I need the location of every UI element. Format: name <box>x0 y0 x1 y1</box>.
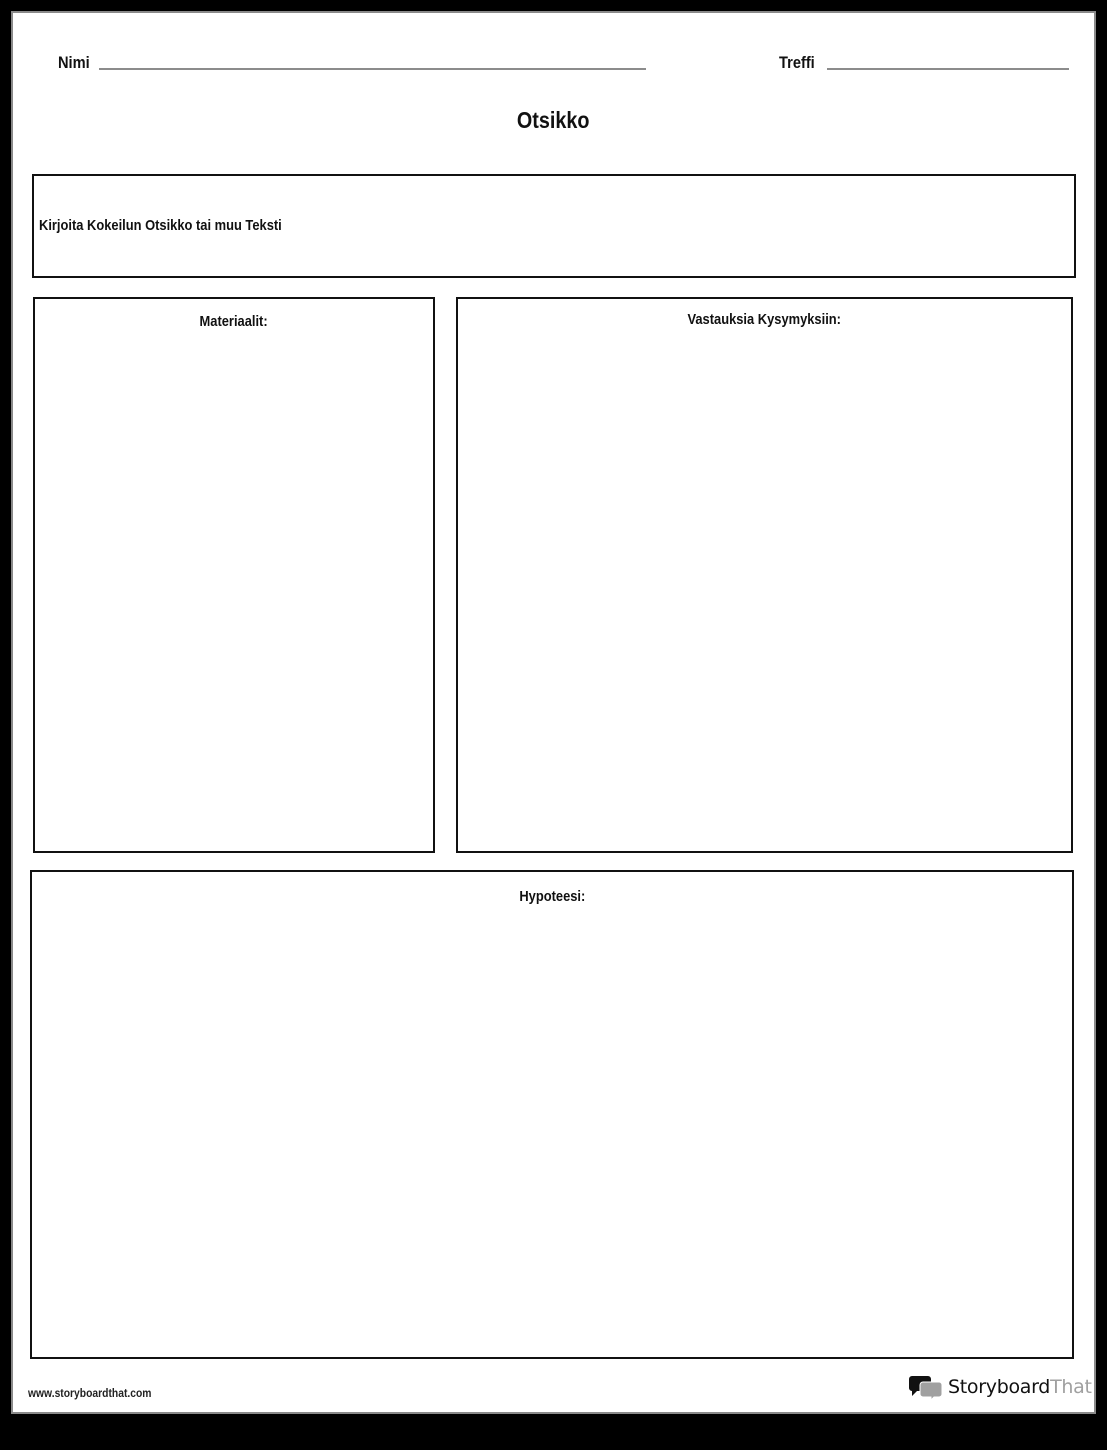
brand-name-secondary: That <box>1050 1376 1092 1398</box>
storyboardthat-logo <box>909 1374 1092 1400</box>
name-label: Nimi <box>58 53 90 72</box>
answers-heading-text: Vastauksia Kysymyksiin: <box>687 311 842 328</box>
materials-heading-text: Materiaalit: <box>199 313 269 330</box>
materials-heading <box>35 313 433 330</box>
hypothesis-heading-text: Hypoteesi: <box>519 888 585 905</box>
speech-bubbles-icon <box>909 1374 943 1400</box>
page-title-text: Otsikko <box>517 107 590 133</box>
experiment-title-box[interactable] <box>32 174 1076 278</box>
answers-heading <box>458 311 1071 328</box>
hypothesis-box[interactable] <box>30 870 1074 1359</box>
answers-box[interactable] <box>456 297 1073 853</box>
brand-name-primary: Storyboard <box>948 1376 1051 1398</box>
experiment-title-text: Kirjoita Kokeilun Otsikko tai muu Teksti <box>39 217 282 234</box>
name-field-line[interactable] <box>99 68 646 70</box>
page-title <box>13 107 1094 134</box>
materials-box[interactable] <box>33 297 435 853</box>
footer-url[interactable]: www.storyboardthat.com <box>28 1386 152 1400</box>
worksheet-page <box>11 11 1096 1414</box>
date-label: Treffi <box>779 53 815 72</box>
date-field-line[interactable] <box>827 68 1069 70</box>
hypothesis-heading <box>32 888 1072 905</box>
